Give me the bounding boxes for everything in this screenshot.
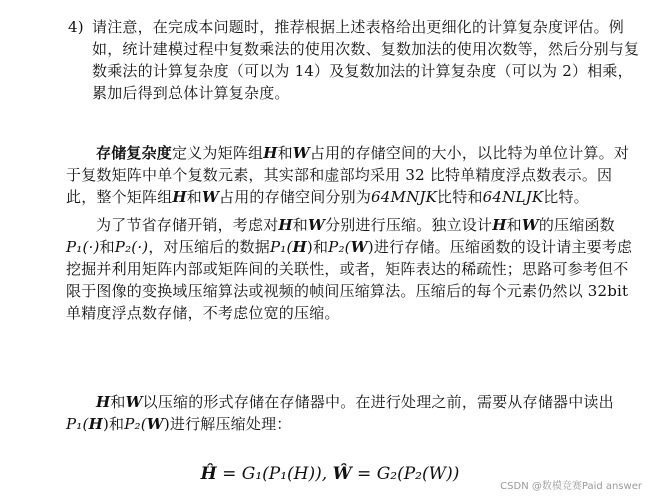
compression-paragraph: 为了节省存储开销，考虑对H和W分别进行压缩。独立设计H和W的压缩函数P₁(·)和P₂(·)，对压缩后的数据P₁(H)和P₂(W)进行存储。压缩函数的设计请主要考虑挖掘并利用矩阵内部或矩阵间的关联性，或者，矩阵表达的稀疏性；思路可参考但不限于图像的变换域压缩算法或视频的帧间压缩算法。压缩后的每个元素仍然以 32bit 单精度浮点数存储，不考虑位宽的压缩。: [66, 216, 633, 322]
item-4-text: 请注意，在完成本问题时，推荐根据上述表格给出更细化的计算复杂度评估。例如，统计建模过程中复数乘法的使用次数、复数加法的使用次数等，然后分别与复数乘法的计算复杂度（可以为 14）及复数加法的计算复杂度（可以为 2）相乘，累加后得到总体计算复杂度。: [92, 18, 640, 102]
function-p2: P₂(·): [114, 238, 149, 256]
item-number: 4): [68, 18, 84, 36]
formula-64mnjk: 64MNJK: [371, 188, 438, 206]
csdn-watermark: CSDN @数模竞赛Paid answer: [500, 481, 642, 492]
decompression-equation: Ĥ = G₁(P₁(H)), Ŵ = G₂(P₂(W)): [200, 464, 460, 484]
storage-complexity-paragraph: 存储复杂度定义为矩阵组H和W占用的存储空间的大小，以比特为单位计算。对于复数矩阵中单个复数元素，其实部和虚部均采用 32 比特单精度浮点数表示。因此，整个矩阵组H和W占用的存储空间分别为64MNJK比特和64NLJK比特。: [66, 144, 630, 206]
formula-64nljk: 64NLJK: [482, 188, 544, 206]
function-p1: P₁(·): [66, 238, 100, 256]
decompression-paragraph: H和W以压缩的形式存储在存储器中。在进行处理之前，需要从存储器中读出P₁(H)和P₂(W)进行解压缩处理：: [66, 393, 614, 433]
storage-complexity-term: 存储复杂度: [96, 144, 173, 162]
item-4-paragraph: [68, 16, 640, 104]
